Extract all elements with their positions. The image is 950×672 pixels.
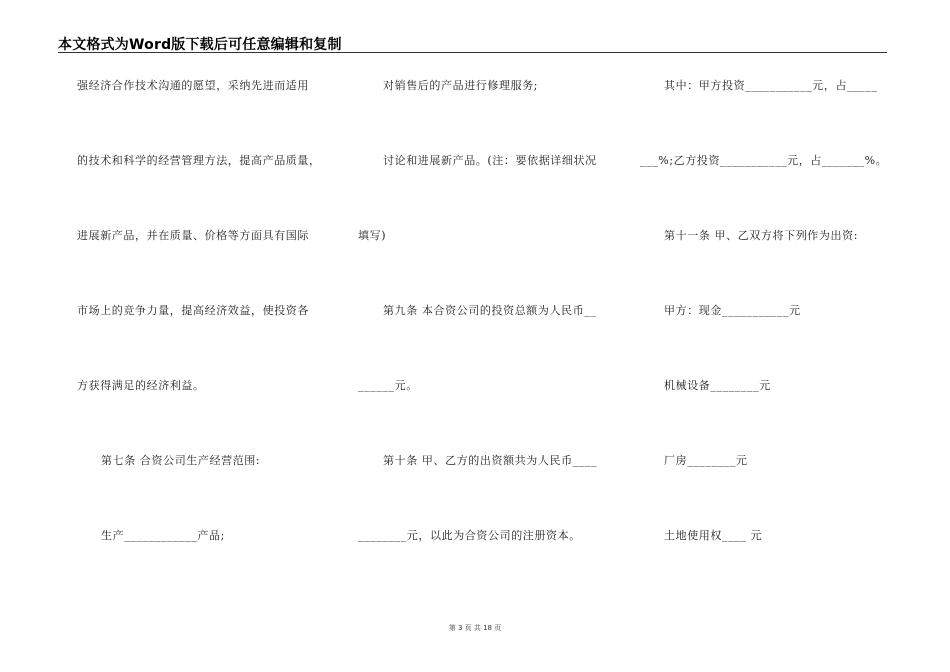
- text-line: 机械设备________元: [664, 379, 771, 392]
- document-header-title: 本文格式为Word版下载后可任意编辑和复制: [58, 37, 342, 53]
- text-line: 其中：甲方投资___________元，占_____: [664, 79, 878, 92]
- article-heading: 第九条 本合资公司的投资总额为人民币__: [383, 304, 597, 317]
- article-heading: 第七条 合资公司生产经营范围:: [101, 454, 261, 467]
- text-line: ___%;乙方投资___________元，占_______%。: [640, 154, 888, 167]
- article-heading: 第十条 甲、乙方的出资额共为人民币____: [383, 454, 598, 467]
- text-line: 进展新产品，并在质量、价格等方面具有国际: [77, 229, 309, 242]
- text-line: 对销售后的产品进行修理服务;: [383, 79, 539, 92]
- text-line: 土地使用权____ 元: [664, 529, 763, 542]
- text-line: 厂房________元: [664, 454, 748, 467]
- text-line: ________元，以此为合资公司的注册资本。: [358, 529, 581, 542]
- text-line: 讨论和进展新产品。(注：要依据详细状况: [383, 154, 597, 167]
- text-line: 生产____________产品;: [101, 529, 225, 542]
- text-line: ______元。: [358, 379, 418, 392]
- page-number: 第 3 页 共 18 页: [448, 624, 502, 632]
- text-line: 市场上的竞争力量，提高经济效益，使投资各: [77, 304, 309, 317]
- header-divider: [58, 52, 887, 53]
- text-line: 方获得满足的经济利益。: [77, 379, 205, 392]
- text-line: 填写): [358, 229, 387, 242]
- text-line: 的技术和科学的经营管理方法，提高产品质量，: [77, 154, 321, 167]
- text-line: 甲方：现金___________元: [664, 304, 801, 317]
- article-heading: 第十一条 甲、乙双方将下列作为出资:: [664, 229, 859, 242]
- text-line: 强经济合作技术沟通的愿望，采纳先进而适用: [77, 79, 309, 92]
